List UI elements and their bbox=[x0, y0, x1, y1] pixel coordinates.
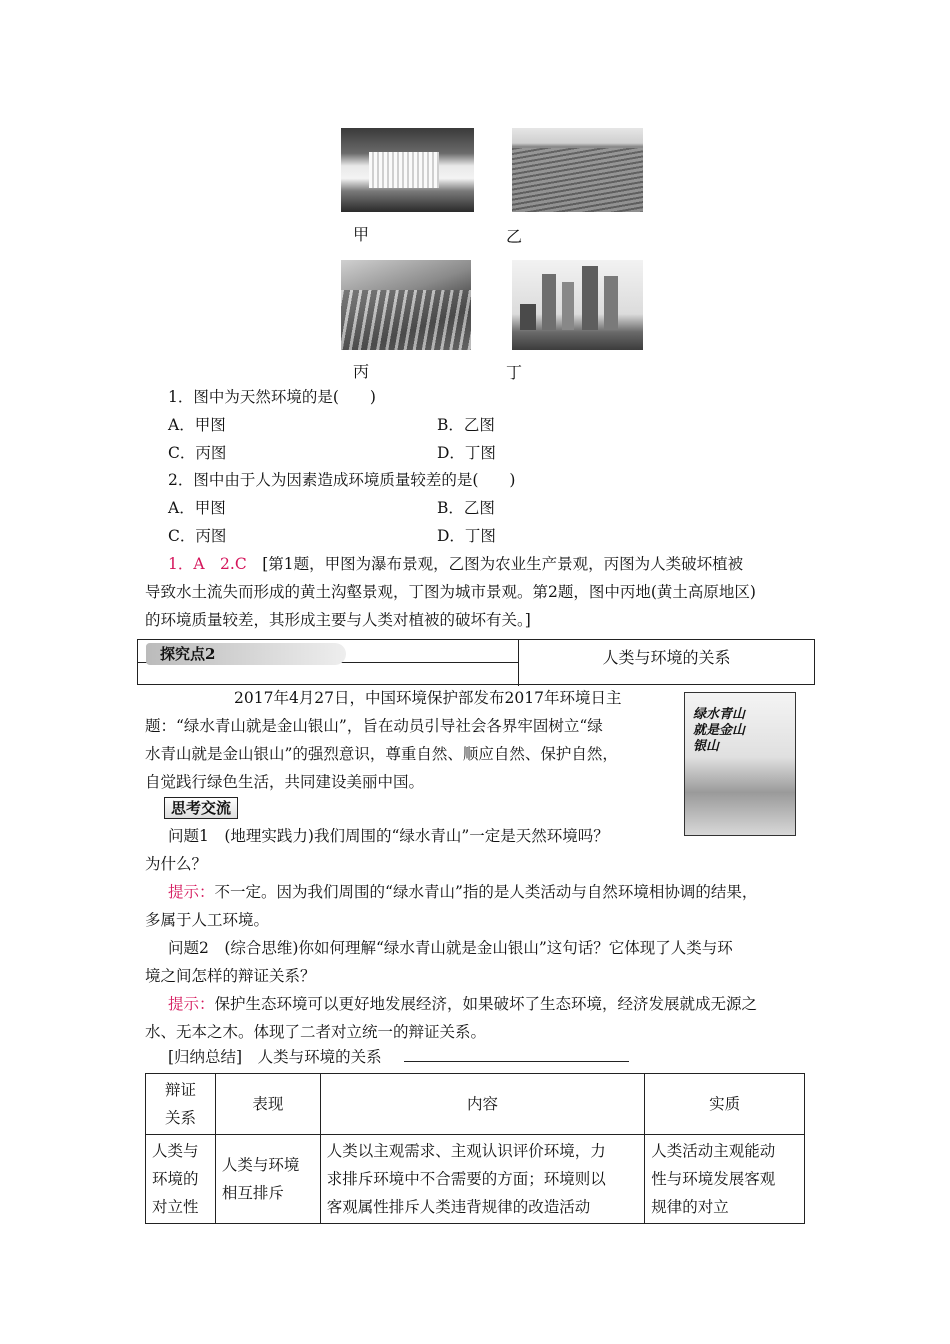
q1-stem: 1．图中为天然环境的是( ) bbox=[168, 388, 376, 406]
q1-option-a: A．甲图 bbox=[168, 416, 226, 434]
summary-title: 人类与环境的关系 bbox=[257, 1048, 382, 1066]
loess-gully-photo bbox=[341, 260, 471, 350]
intro-line-2: 题：“绿水青山就是金山银山”，旨在动员引导社会各界牢固树立“绿 bbox=[145, 717, 603, 735]
intro-line-4: 自觉践行绿色生活，共同建设美丽中国。 bbox=[145, 773, 425, 791]
farmland-photo bbox=[512, 128, 643, 212]
cell-mutual-exclusion: 人类与环境 相互排斥 bbox=[215, 1135, 320, 1224]
waterfall-photo bbox=[341, 128, 474, 212]
header-essence: 实质 bbox=[645, 1074, 805, 1135]
question-1-line-1: 问题1 (地理实践力)我们周围的“绿水青山”一定是天然环境吗？ bbox=[168, 827, 609, 845]
q1-option-d: D．丁图 bbox=[437, 444, 496, 462]
summary-tag: [归纳总结] bbox=[168, 1048, 243, 1066]
city-skyline-photo bbox=[512, 260, 643, 350]
q2-option-c: C．丙图 bbox=[168, 527, 227, 545]
summary-underline bbox=[404, 1061, 629, 1062]
header-manifestation: 表现 bbox=[215, 1074, 320, 1135]
environment-day-poster bbox=[684, 692, 796, 836]
question-2-line-2: 境之间怎样的辩证关系？ bbox=[145, 967, 316, 985]
section-title: 人类与环境的关系 bbox=[602, 648, 731, 667]
section-tag: 探究点2 bbox=[146, 643, 346, 665]
intro-line-3: 水青山就是金山银山”的强烈意识，尊重自然、顺应自然、保护自然， bbox=[145, 745, 618, 763]
q1-option-c: C．丙图 bbox=[168, 444, 227, 462]
answer-2-line-2: 水、无本之木。体现了二者对立统一的辩证关系。 bbox=[145, 1023, 487, 1041]
answer-1-line-1 bbox=[168, 878, 757, 906]
cell-essence: 人类活动主观能动 性与环境发展客观 规律的对立 bbox=[645, 1135, 805, 1224]
relationship-table bbox=[145, 1073, 805, 1224]
figure-label-jia: 甲 bbox=[353, 225, 370, 244]
poster-title: 绿水青山就是金山银山 bbox=[693, 707, 746, 754]
q2-option-b: B．乙图 bbox=[437, 499, 495, 517]
q2-stem: 2．图中由于人为因素造成环境质量较差的是( ) bbox=[168, 471, 516, 489]
figure-label-ding: 丁 bbox=[506, 363, 523, 382]
question-1-line-2: 为什么？ bbox=[145, 855, 208, 873]
hint-label-2: 提示： bbox=[168, 995, 215, 1013]
answer-line-2: 导致水土流失而形成的黄土沟壑景观，丁图为城市景观。第2题，图中丙地(黄土高原地区) bbox=[145, 583, 756, 601]
q1-option-b: B．乙图 bbox=[437, 416, 495, 434]
hint-label: 提示： bbox=[168, 883, 215, 901]
answer-2-text: 保护生态环境可以更好地发展经济，如果破坏了生态环境，经济发展就成无源之 bbox=[214, 995, 758, 1013]
figure-label-yi: 乙 bbox=[506, 227, 523, 246]
cell-opposition: 人类与 环境的 对立性 bbox=[146, 1135, 216, 1224]
section-banner bbox=[137, 639, 815, 685]
q2-option-a: A．甲图 bbox=[168, 499, 226, 517]
answer-line-3: 的环境质量较差，其形成主要与人类对植被的破坏有关。] bbox=[145, 611, 531, 629]
answer-1-line-2: 多属于人工环境。 bbox=[145, 911, 270, 929]
figure-label-bing: 丙 bbox=[353, 362, 370, 381]
think-tag: 思考交流 bbox=[164, 797, 238, 819]
answer-line-1 bbox=[168, 550, 743, 578]
question-2-line-1: 问题2 (综合思维)你如何理解“绿水青山就是金山银山”这句话？它体现了人类与环 bbox=[168, 939, 733, 957]
header-dialectic: 辩证 关系 bbox=[146, 1074, 216, 1135]
table-row bbox=[146, 1135, 805, 1224]
answer-1-text: 不一定。因为我们周围的“绿水青山”指的是人类活动与自然环境相协调的结果， bbox=[214, 883, 758, 901]
answer-2-line-1 bbox=[168, 990, 757, 1018]
q2-option-d: D．丁图 bbox=[437, 527, 496, 545]
summary-heading bbox=[168, 1043, 382, 1071]
header-content: 内容 bbox=[320, 1074, 644, 1135]
cell-content: 人类以主观需求、主观认识评价环境，力 求排斥环境中不合需要的方面；环境则以 客观属性排斥人类违背规律的改造活动 bbox=[320, 1135, 644, 1224]
intro-line-1: 2017年4月27日，中国环境保护部发布2017年环境日主 bbox=[234, 689, 622, 707]
section-tag-area bbox=[138, 640, 518, 663]
answer-explanation-1: [第1题，甲图为瀑布景观，乙图为农业生产景观，丙图为人类破坏植被 bbox=[246, 555, 744, 573]
table-header-row bbox=[146, 1074, 805, 1135]
answer-key: 1．A 2.C bbox=[168, 555, 247, 573]
